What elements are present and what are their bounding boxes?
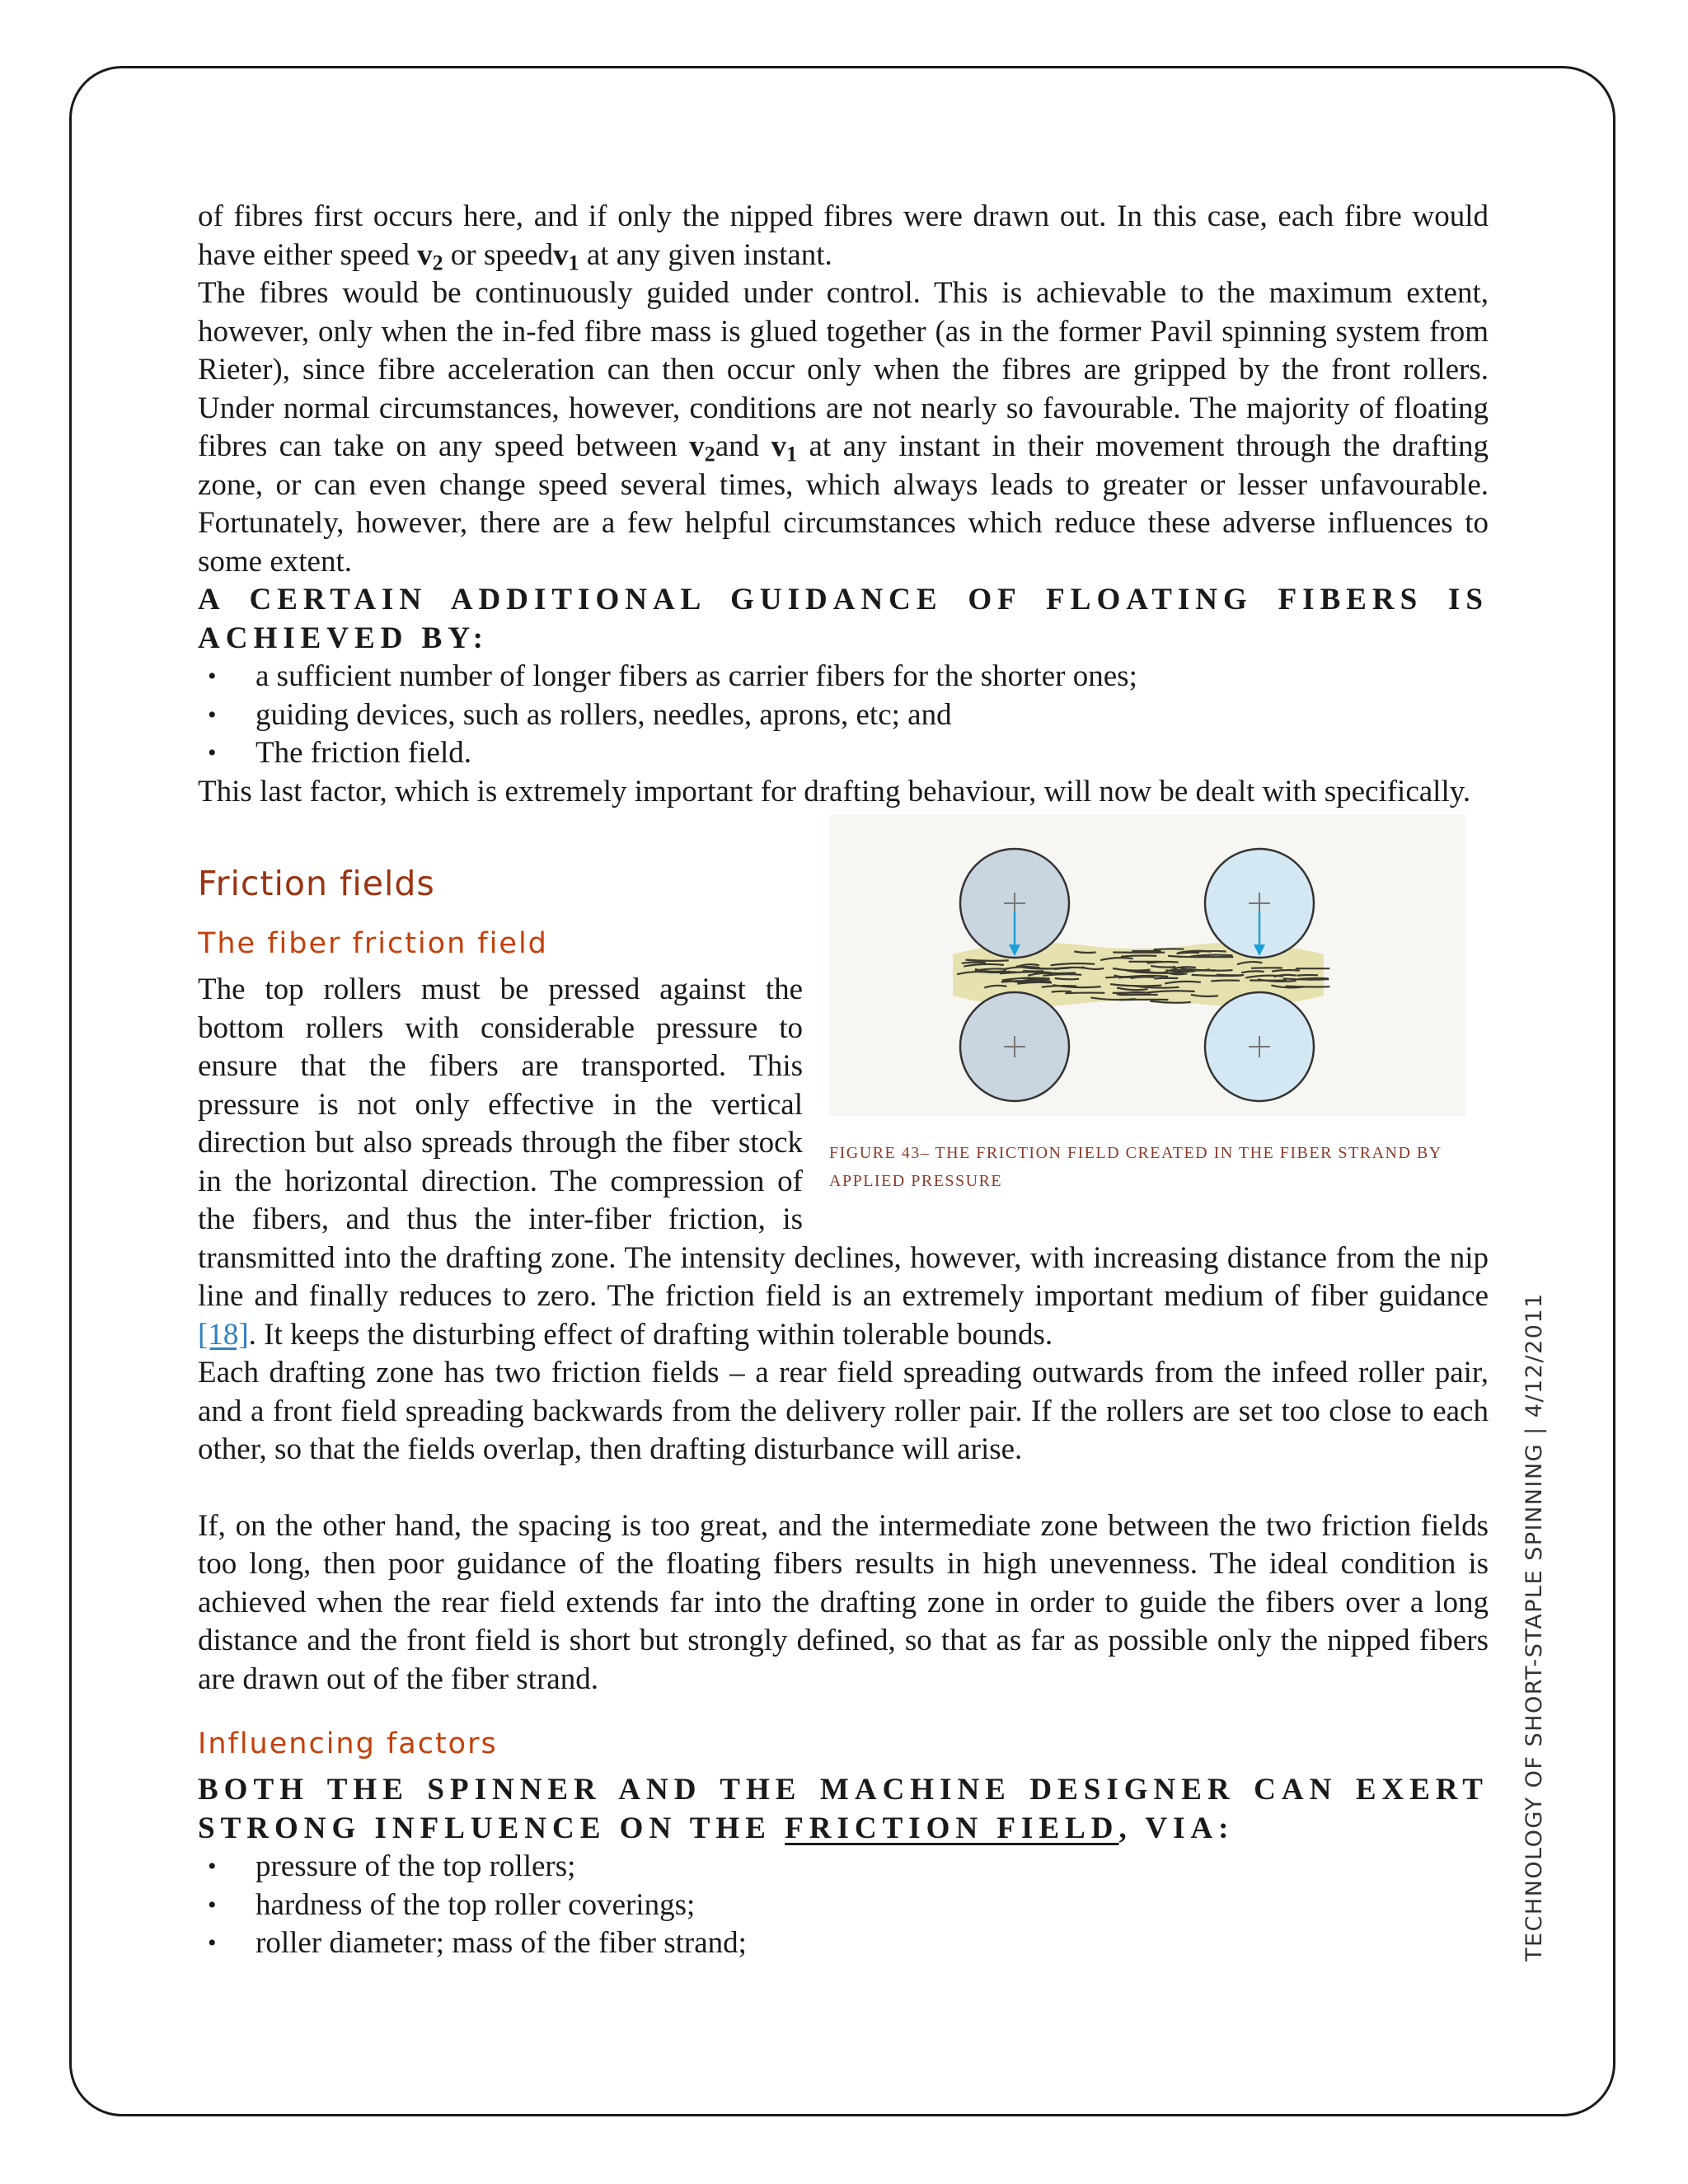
vertical-running-header: TECHNOLOGY OF SHORT-STAPLE SPINNING | 4/12/2011 — [1522, 1292, 1547, 1961]
fiber-stroke — [1121, 955, 1156, 956]
symbol-v1: $v_1$ — [553, 237, 579, 274]
influencing-heading: BOTH THE SPINNER AND THE MACHINE DESIGNER CAN EXERT STRONG INFLUENCE ON THE FRICTION FIELD, VIA: — [198, 1773, 1489, 1845]
list-item: • The friction field. — [198, 734, 1489, 773]
intro-paragraph-1: of fibres first occurs here, and if only the nipped fibres were drawn out. In this case, each fibre would have either speed $v_2$ or speedv$_1$ at any given instant. — [198, 199, 1489, 274]
fiber-stroke — [1168, 956, 1210, 957]
figure-43 — [829, 814, 1489, 1195]
list-item: • hardness of the top roller coverings; — [198, 1886, 1489, 1925]
figure-caption: FIGURE 43– THE FRICTION FIELD CREATED IN THE FIBER STRAND BY APPLIED PRESSURE — [829, 1144, 1442, 1190]
subsection-title-influencing-factors: Influencing factors — [198, 1727, 498, 1760]
symbol-v2: $v_2$ — [689, 429, 715, 466]
fiber-stroke — [1023, 971, 1043, 972]
list-item: • a sufficient number of longer fibers as carrier fibers for the shorter ones; — [198, 658, 1489, 696]
subsection-title-fiber-friction-field: The fiber friction field — [198, 927, 548, 960]
guidance-closing-paragraph: This last factor, which is extremely important for drafting behaviour, will now be dealt with specifically. — [198, 774, 1471, 808]
friction-paragraph-1: The top rollers must be pressed against the bottom rollers with considerable pressure to ensure that the fibers are transported. This pressure is not only effective in the vertical direction but also spreads through the fiber stock in the horizontal direction. The compression of the fibers, and thus the inter-fiber friction, is transmitted into the drafting zone. The intensity declines, however, with increasing distance from the nip line and finally reduces to zero. The friction field is an extremely important medium of fiber guidance [18]. It keeps the disturbing effect of drafting within tolerable bounds. — [198, 972, 1489, 1352]
symbol-v2: $v_2$ — [417, 237, 443, 274]
influencing-list — [198, 1848, 1489, 1963]
citation-link-18[interactable]: [18] — [198, 1317, 249, 1352]
guidance-heading: A CERTAIN ADDITIONAL GUIDANCE OF FLOATING FIBERS IS ACHIEVED BY: — [198, 583, 1489, 655]
friction-field-diagram — [829, 814, 1465, 1116]
fiber-stroke — [1055, 978, 1079, 979]
list-item: • roller diameter; mass of the fiber strand; — [198, 1924, 1489, 1963]
list-item: • guiding devices, such as rollers, needles, aprons, etc; and — [198, 696, 1489, 735]
friction-paragraph-3: If, on the other hand, the spacing is too great, and the intermediate zone between the two friction fields too long, then poor guidance of the floating fibers results in high unevenness. The ideal condition is achieved when the rear field extends far into the drafting zone in order to guide the fibers over a long distance and the front field is short but strongly defined, so that as far as possible only the nipped fibers are drawn out of the fiber strand. — [198, 1508, 1489, 1696]
symbol-v1: $v_1$ — [771, 429, 798, 466]
intro-paragraph-2: The fibres would be continuously guided under control. This is achievable to the maximum extent, however, only when the in-fed fibre mass is glued together (as in the former Pavil spinning system from Rieter), since fibre acceleration can then occur only when the fibres are gripped by the front rollers. Under normal circumstances, however, conditions are not nearly so favourable. The majority of floating fibres can take on any speed between $v_2and$ $v_1$ at any instant in their movement through the drafting zone, or can even change speed several times, which always leads to greater or lesser unfavourable. Fortunately, however, there are a few helpful circumstances which reduce these adverse influences to some extent. — [198, 276, 1489, 579]
fiber-stroke — [1154, 978, 1178, 979]
friction-field-underlined: FRICTION FIELD — [785, 1811, 1119, 1845]
fiber-stroke — [1211, 981, 1240, 982]
fiber-stroke — [1052, 991, 1071, 992]
fiber-stroke — [1176, 953, 1199, 954]
fiber-stroke — [1297, 975, 1318, 976]
fiber-stroke — [1065, 993, 1104, 994]
fiber-stroke — [1298, 978, 1329, 979]
page-content — [198, 198, 1489, 1963]
friction-paragraph-2: Each drafting zone has two friction fields – a rear field spreading outwards from the infeed roller pair, and a front field spreading backwards from the delivery roller pair. If the rollers are set too close to each other, so that the fields overlap, then drafting disturbance will arise. — [198, 1356, 1489, 1466]
friction-field-svg — [829, 814, 1465, 1116]
list-item: • pressure of the top rollers; — [198, 1848, 1489, 1886]
section-title-friction-fields: Friction fields — [198, 864, 435, 903]
fiber-stroke — [980, 968, 1007, 969]
fiber-stroke — [1217, 975, 1244, 976]
fiber-stroke — [966, 960, 1009, 961]
guidance-list — [198, 658, 1489, 773]
